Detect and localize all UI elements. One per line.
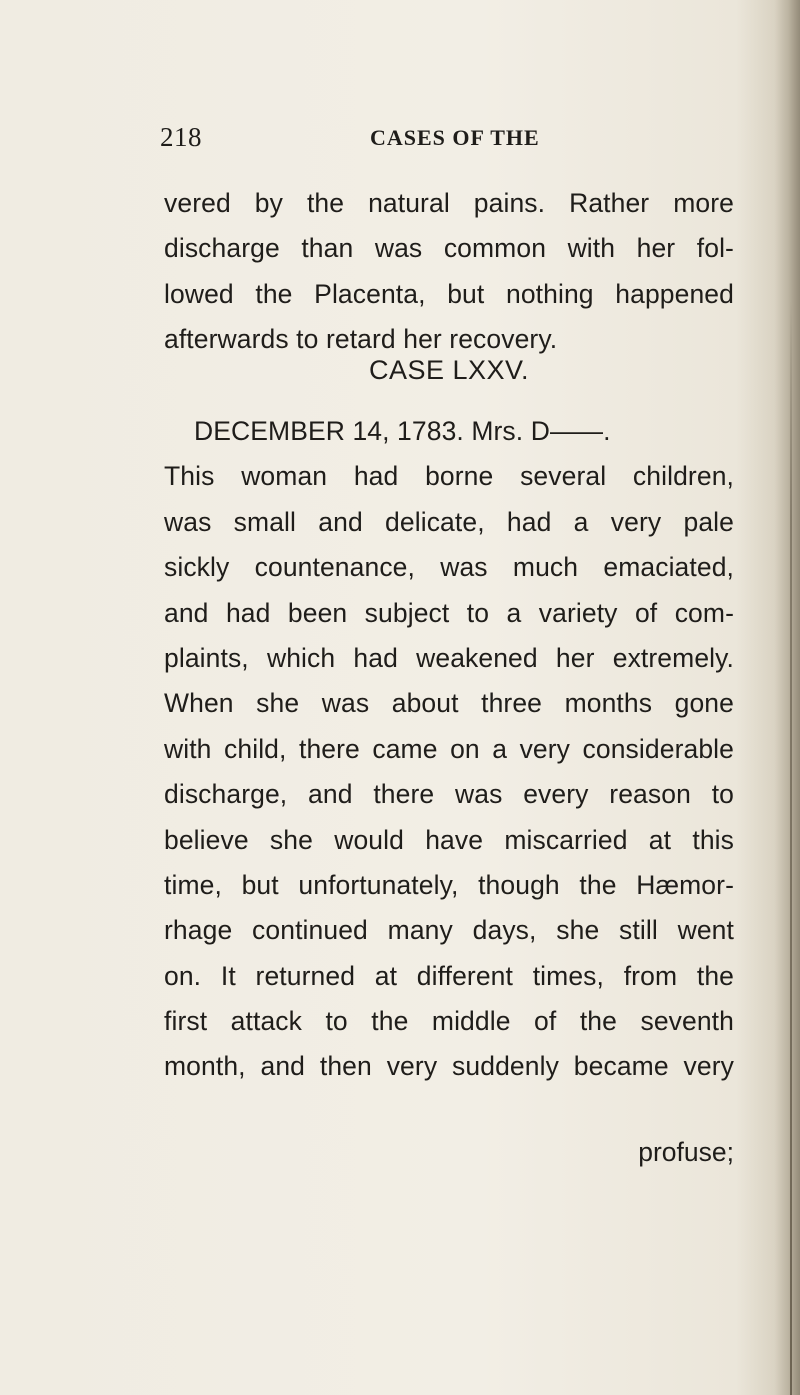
page-edge-shadow: [774, 0, 800, 1395]
text-line: vered by the natural pains. Rather more: [164, 188, 734, 218]
text-line: was small and delicate, had a very pale: [164, 506, 734, 537]
text-line: on. It returned at different times, from the: [164, 960, 734, 991]
running-head: [160, 122, 734, 162]
text-line: This woman had borne several children,: [164, 461, 734, 492]
text-line: month, and then very suddenly became very: [164, 1051, 734, 1082]
text-line: believe she would have miscarried at this: [164, 824, 734, 855]
text-line: discharge than was common with her fol-: [164, 233, 734, 264]
text-line: and had been subject to a variety of com-: [164, 597, 734, 628]
text-line: first attack to the middle of the seventh: [164, 1006, 734, 1037]
text-line: plaints, which had weakened her extremely.: [164, 642, 734, 673]
text-line: discharge, and there was every reason to: [164, 779, 734, 810]
catchword: profuse;: [638, 1137, 734, 1167]
text-line: sickly countenance, was much emaciated,: [164, 552, 734, 583]
text-line: time, but unfortunately, though the Hæmor-: [164, 869, 734, 900]
text-line: with child, there came on a very considerable: [164, 733, 734, 764]
text-line: rhage continued many days, she still went: [164, 915, 734, 946]
text-line: afterwards to retard her recovery.: [164, 324, 558, 355]
page-edge-line: [790, 300, 792, 1395]
case-paragraph: [164, 409, 734, 1090]
text-line: When she was about three months gone: [164, 688, 734, 719]
text-line: lowed the Placenta, but nothing happened: [164, 278, 734, 309]
running-title: CASES OF THE: [370, 125, 540, 150]
case-date-line: DECEMBER 14, 1783. Mrs. D——.: [194, 416, 611, 446]
page-number: 218: [160, 122, 202, 152]
continuation-paragraph: [164, 181, 734, 363]
case-heading: CASE LXXV.: [368, 355, 530, 385]
